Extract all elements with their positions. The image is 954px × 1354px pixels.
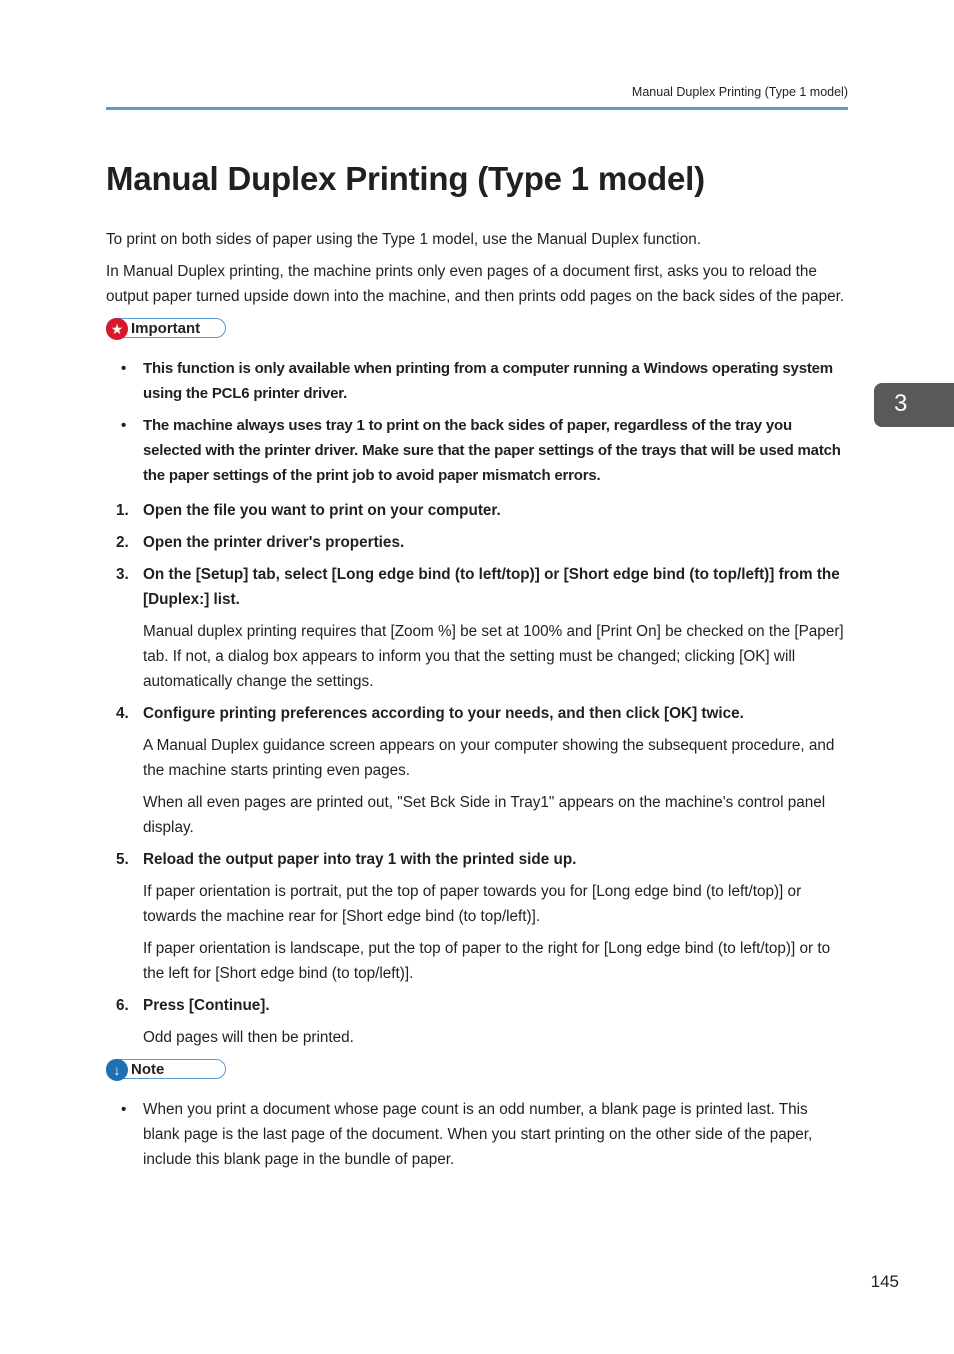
step-text: On the [Setup] tab, select [Long edge bind (to left/top)] or [Short edge bind (to top/left)] from the [Duplex:] list.	[143, 566, 840, 608]
intro-paragraph: In Manual Duplex printing, the machine prints only even pages of a document first, asks you to reload the output paper turned upside down into the machine, and then prints odd pages on the back sides of the paper.	[106, 263, 845, 305]
down-arrow-icon: ↓	[106, 1059, 128, 1081]
step-6	[106, 993, 848, 1018]
step-text: Reload the output paper into tray 1 with the printed side up.	[143, 851, 577, 868]
intro-paragraph: To print on both sides of paper using the Type 1 model, use the Manual Duplex function.	[106, 231, 701, 248]
step-note: When all even pages are printed out, "Set Bck Side in Tray1" appears on the machine's control panel display.	[143, 794, 826, 836]
step-3	[106, 562, 848, 612]
running-header: Manual Duplex Printing (Type 1 model)	[631, 85, 848, 99]
step-text: Open the file you want to print on your computer.	[143, 502, 501, 519]
step-number: 3.	[116, 566, 129, 583]
step-1	[106, 498, 848, 523]
important-list	[106, 356, 848, 488]
step-4	[106, 701, 848, 726]
important-label: Important	[131, 320, 201, 337]
note-label: Note	[131, 1061, 165, 1078]
step-number: 5.	[116, 851, 129, 868]
page-title: Manual Duplex Printing (Type 1 model)	[106, 160, 705, 197]
page-number: 145	[870, 1272, 899, 1291]
note-item: • When you print a document whose page count is an odd number, a blank page is printed last. This blank page is the last page of the document. When you start printing on the other side of the paper, include this blank page in the bundle of paper.	[106, 1097, 848, 1172]
step-number: 4.	[116, 705, 129, 722]
step-5	[106, 847, 848, 872]
important-label-pill	[106, 318, 226, 338]
note-label-pill	[106, 1059, 226, 1079]
important-item: • The machine always uses tray 1 to print on the back sides of paper, regardless of the tray you selected with the printer driver. Make sure that the paper settings of the trays that will be used match the paper settings of the print job to avoid paper mismatch errors.	[106, 413, 848, 488]
step-note: A Manual Duplex guidance screen appears on your computer showing the subsequent procedure, and the machine starts printing even pages.	[143, 737, 835, 779]
step-text: Press [Continue].	[143, 997, 270, 1014]
step-note: If paper orientation is portrait, put the top of paper towards you for [Long edge bind (to left/top)] or towards the machine rear for [Short edge bind (to top/left)].	[143, 883, 802, 925]
step-note: If paper orientation is landscape, put the top of paper to the right for [Long edge bind (to left/top)] or to the left for [Short edge bind (to top/left)].	[143, 940, 831, 982]
important-item: • This function is only available when printing from a computer running a Windows operating system using the PCL6 printer driver.	[106, 356, 848, 406]
step-text: Open the printer driver's properties.	[143, 534, 405, 551]
main-content	[106, 227, 848, 1182]
note-list	[106, 1097, 848, 1172]
chapter-tab	[874, 383, 954, 427]
star-icon: ★	[106, 318, 128, 340]
step-number: 1.	[116, 502, 129, 519]
step-note: Odd pages will then be printed.	[143, 1029, 354, 1046]
step-text: Configure printing preferences according to your needs, and then click [OK] twice.	[143, 705, 744, 722]
step-number: 2.	[116, 534, 129, 551]
step-number: 6.	[116, 997, 129, 1014]
chapter-number: 3	[894, 390, 908, 417]
step-2	[106, 530, 848, 555]
step-note: Manual duplex printing requires that [Zoom %] be set at 100% and [Print On] be checked on the [Paper] tab. If not, a dialog box appears to inform you that the setting must be changed; clicking [OK] will automatically change the settings.	[143, 623, 844, 690]
header-rule	[106, 107, 848, 110]
